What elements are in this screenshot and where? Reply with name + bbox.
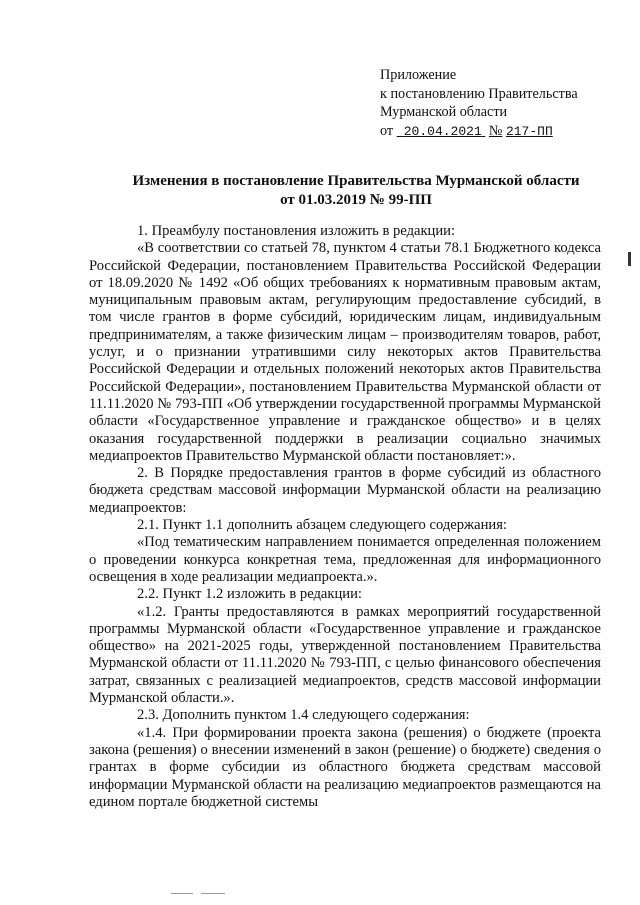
title-line-1: Изменения в постановление Правительства Мурманской области xyxy=(132,173,580,189)
paragraph-9: «1.4. При формировании проекта закона (решения) о бюджете (проекта закона (решения) о внесении изменений в закон (решение) о бюджете) сведения о грантах в форме субсидии из областного бюджета средствам массовой информации Мурманской области на реализацию медиапроектов размещаются на едином портале бюджетной системы xyxy=(89,724,601,810)
appendix-block xyxy=(380,66,578,141)
document-body xyxy=(89,223,601,811)
appendix-date: 20.04.2021 xyxy=(403,123,482,139)
appendix-region: Мурманской области xyxy=(380,104,508,120)
appendix-label: Приложение xyxy=(380,67,457,83)
paragraph-3: 2. В Порядке предоставления грантов в форме субсидий из областного бюджета средствам массовой информации Мурманской области на реализацию медиапроектов: xyxy=(89,465,601,516)
scan-artifact xyxy=(628,252,631,266)
footer-mark-right xyxy=(201,893,225,894)
title-line-2: от 01.03.2019 № 99-ПП xyxy=(280,192,432,208)
appendix-resolution: к постановлению Правительства xyxy=(380,85,578,102)
paragraph-7: «1.2. Гранты предоставляются в рамках мероприятий государственной программы Мурманской области «Государственное управление и гражданское общество» на 2021-2025 годы, утвержденной постановлением Правительства Мурманской области от 11.11.2020 № 793-ПП, с целью финансового обеспечения затрат, связанных с реализацией медиапроектов, средств массовой информации Мурманской области.». xyxy=(89,603,601,707)
paragraph-8: 2.3. Дополнить пунктом 1.4 следующего содержания: xyxy=(137,707,470,724)
paragraph-1: 1. Преамбулу постановления изложить в редакции: xyxy=(137,223,456,239)
appendix-number-sign: № xyxy=(488,122,503,139)
appendix-date-line xyxy=(380,122,578,142)
document-title xyxy=(110,172,602,210)
paragraph-4: 2.1. Пункт 1.1 дополнить абзацем следующего содержания: xyxy=(137,517,507,534)
paragraph-2: «В соответствии со статьей 78, пунктом 4 статьи 78.1 Бюджетного кодекса Российской Федерации, постановлением Правительства Российской Федерации от 18.09.2020 № 1492 «Об общих требованиях к нормативным правовым актам, муниципальным правовым актам, регулирующим предоставление субсидий, в том числе грантов в форме субсидий, юридическим лицам, индивидуальным предпринимателям, а также физическим лицам – производителям товаров, работ, услуг, и о признании утратившими силу некоторых актов Правительства Российской Федерации и отдельных положений некоторых актов Правительства Российской Федерации», постановлением Правительства Мурманской области от 11.11.2020 № 793-ПП «Об утверждении государственной программы Мурманской области «Государственное управление и гражданское общество» и в целях оказания государственной поддержки в реализации социально значимых медиапроектов Правительство Мурманской области постановляет:». xyxy=(89,240,601,464)
paragraph-6: 2.2. Пункт 1.2 изложить в редакции: xyxy=(137,586,362,603)
paragraph-5: «Под тематическим направлением понимается определенная положением о проведении конкурса конкретная тема, предложенная для информационного освещения в ходе реализации медиапроекта.». xyxy=(89,534,601,585)
footer-mark-left xyxy=(171,893,193,894)
appendix-from-label: от xyxy=(380,122,394,139)
appendix-number: 217-ПП xyxy=(505,123,553,139)
